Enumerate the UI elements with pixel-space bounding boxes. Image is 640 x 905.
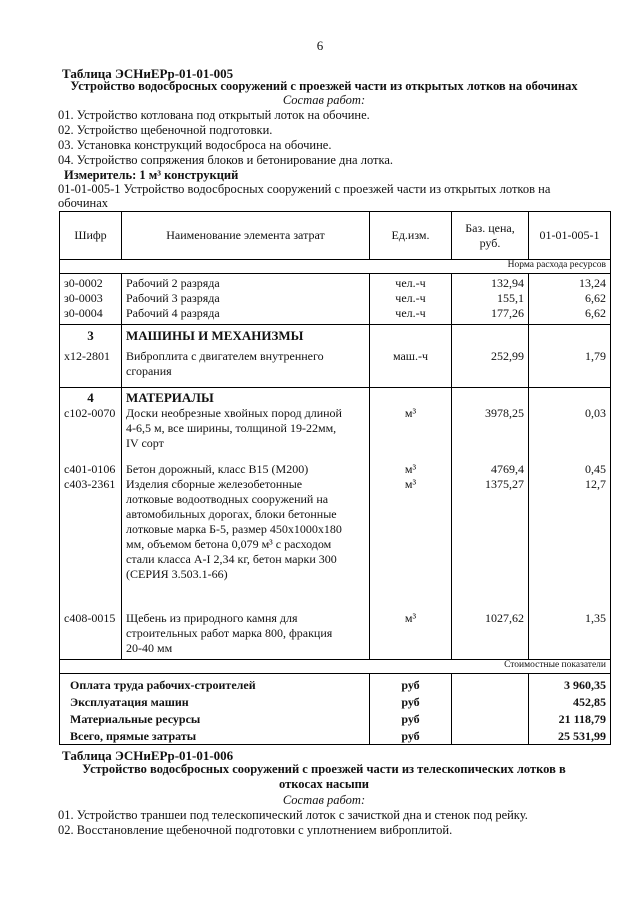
name-line: лотковые водоотводных сооружений на	[126, 492, 329, 506]
row-name: Рабочий 4 разряда	[122, 306, 370, 325]
totals-row	[60, 710, 611, 727]
row-code: з0-0004	[60, 306, 122, 325]
row-norm: 12,7	[529, 477, 611, 605]
row-name	[122, 477, 370, 605]
item-description: 01-01-005-1 Устройство водосбросных сооружений с проезжей части из открытых лотков на	[58, 182, 551, 196]
row-code: с403-2361	[60, 477, 122, 605]
total-unit: руб	[370, 727, 452, 745]
name-line: Щебень из природного камня для	[126, 611, 298, 625]
row-name: Бетон дорожный, класс В15 (М200)	[122, 458, 370, 477]
meter-label: Измеритель: 1 м³ конструкций	[64, 168, 239, 182]
total-value: 21 118,79	[529, 710, 611, 727]
totals-row	[60, 727, 611, 745]
norm-caption-row	[60, 260, 611, 274]
cost-caption-row	[60, 660, 611, 674]
name-line: сгорания	[126, 364, 172, 378]
name-line: лотковые марка Б-5, размер 450x1000x180	[126, 522, 342, 536]
row-norm: 0,45	[529, 458, 611, 477]
row-norm: 6,62	[529, 291, 611, 306]
total-value: 3 960,35	[529, 674, 611, 694]
name-line: 4-6,5 м, все ширины, толщиной 19-22мм,	[126, 421, 337, 435]
empty-cell	[452, 693, 529, 710]
name-line: 20-40 мм	[126, 641, 173, 655]
work-item: 01. Устройство траншеи под телескопический лоток с зачисткой дна и стенок под рейку.	[58, 808, 528, 822]
row-name: Рабочий 2 разряда	[122, 274, 370, 292]
name-line: стали класса А-I 2,34 кг, бетон марки 300	[126, 552, 337, 566]
caption-line: Устройство водосбросных сооружений с проезжей части из телескопических лотков в	[82, 762, 566, 776]
row-name: Рабочий 3 разряда	[122, 291, 370, 306]
total-label: Всего, прямые затраты	[60, 727, 370, 745]
name-line: Изделия сборные железобетонные	[126, 477, 303, 491]
row-unit: чел.-ч	[370, 291, 452, 306]
row-name	[122, 344, 370, 388]
total-label: Эксплуатация машин	[60, 693, 370, 710]
row-unit: чел.-ч	[370, 274, 452, 292]
row-norm: 13,24	[529, 274, 611, 292]
total-value: 25 531,99	[529, 727, 611, 745]
row-unit: м³	[370, 605, 452, 660]
row-price: 3978,25	[452, 406, 529, 458]
row-norm: 1,79	[529, 344, 611, 388]
table-row	[60, 605, 611, 660]
row-unit: м³	[370, 458, 452, 477]
price-header-line: руб.	[479, 235, 501, 250]
section-row	[60, 388, 611, 407]
row-name	[122, 605, 370, 660]
name-line: строительных работ марка 800, фракция	[126, 626, 333, 640]
work-composition-heading: Состав работ:	[282, 793, 366, 807]
total-label: Оплата труда рабочих-строителей	[60, 674, 370, 694]
row-code: с408-0015	[60, 605, 122, 660]
norm-caption: Норма расхода ресурсов	[60, 260, 611, 274]
table-row	[60, 344, 611, 388]
empty-cell	[370, 325, 452, 345]
row-price: 155,1	[452, 291, 529, 306]
work-item: 03. Установка конструкций водосброса на обочине.	[58, 138, 332, 152]
row-price: 132,94	[452, 274, 529, 292]
total-unit: руб	[370, 710, 452, 727]
row-unit: чел.-ч	[370, 306, 452, 325]
work-item: 02. Устройство щебеночной подготовки.	[58, 123, 273, 137]
row-unit: м³	[370, 406, 452, 458]
table-title: Таблица ЭСНиЕРр-01-01-006	[62, 748, 234, 763]
work-item: 02. Восстановление щебеночной подготовки с уплотнением виброплитой.	[58, 823, 453, 837]
totals-row	[60, 674, 611, 694]
row-price: 1027,62	[452, 605, 529, 660]
total-unit: руб	[370, 693, 452, 710]
row-code: х12-2801	[60, 344, 122, 388]
row-norm: 1,35	[529, 605, 611, 660]
total-unit: руб	[370, 674, 452, 694]
table-header-row	[60, 212, 611, 260]
row-price: 252,99	[452, 344, 529, 388]
name-line: мм, объемом бетона 0,079 м³ с расходом	[126, 537, 332, 551]
empty-cell	[452, 727, 529, 745]
name-line: (СЕРИЯ 3.503.1-66)	[126, 567, 228, 581]
table-row	[60, 458, 611, 477]
empty-cell	[529, 388, 611, 407]
col-norm-header: 01-01-005-1	[529, 212, 611, 260]
section-title: МАТЕРИАЛЫ	[122, 388, 370, 407]
empty-cell	[452, 388, 529, 407]
empty-cell	[452, 710, 529, 727]
section-title: МАШИНЫ И МЕХАНИЗМЫ	[122, 325, 370, 345]
row-norm: 6,62	[529, 306, 611, 325]
row-name	[122, 406, 370, 458]
col-unit-header: Ед.изм.	[370, 212, 452, 260]
empty-cell	[452, 674, 529, 694]
table-row	[60, 306, 611, 325]
row-norm: 0,03	[529, 406, 611, 458]
price-header-line: Баз. цена,	[465, 220, 515, 235]
col-name-header: Наименование элемента затрат	[122, 212, 370, 260]
work-item: 04. Устройство сопряжения блоков и бетонирование дна лотка.	[58, 153, 394, 167]
caption-line: откосах насыпи	[278, 777, 369, 791]
resource-table	[59, 211, 611, 745]
table-caption: Устройство водосбросных сооружений с проезжей части из открытых лотков на обочинах	[70, 79, 578, 93]
table-row	[60, 274, 611, 292]
row-code: с102-0070	[60, 406, 122, 458]
row-code: с401-0106	[60, 458, 122, 477]
row-code: з0-0003	[60, 291, 122, 306]
totals-row	[60, 693, 611, 710]
empty-cell	[452, 325, 529, 345]
col-code-header: Шифр	[60, 212, 122, 260]
table-caption	[60, 762, 588, 792]
table-title: Таблица ЭСНиЕРр-01-01-005	[62, 66, 234, 81]
col-price-header	[452, 212, 529, 260]
work-composition-heading: Состав работ:	[282, 93, 366, 107]
page-number: 6	[316, 38, 324, 53]
total-label: Материальные ресурсы	[60, 710, 370, 727]
name-line: IV сорт	[126, 436, 164, 450]
row-unit: маш.-ч	[370, 344, 452, 388]
row-price: 177,26	[452, 306, 529, 325]
row-price: 1375,27	[452, 477, 529, 605]
work-item: 01. Устройство котлована под открытый лоток на обочине.	[58, 108, 370, 122]
empty-cell	[370, 388, 452, 407]
row-unit: м³	[370, 477, 452, 605]
table-row	[60, 291, 611, 306]
cost-caption: Стоимостные показатели	[60, 660, 611, 674]
item-description-cont: обочинах	[58, 196, 108, 210]
section-number: 3	[60, 325, 122, 345]
row-code: з0-0002	[60, 274, 122, 292]
row-price: 4769,4	[452, 458, 529, 477]
empty-cell	[529, 325, 611, 345]
section-number: 4	[60, 388, 122, 407]
table-row	[60, 406, 611, 458]
table-row	[60, 477, 611, 605]
name-line: Доски необрезные хвойных пород длиной	[126, 406, 342, 420]
name-line: автомобильных дорогах, блоки бетонные	[126, 507, 337, 521]
name-line: Виброплита с двигателем внутреннего	[126, 349, 324, 363]
total-value: 452,85	[529, 693, 611, 710]
section-row	[60, 325, 611, 345]
